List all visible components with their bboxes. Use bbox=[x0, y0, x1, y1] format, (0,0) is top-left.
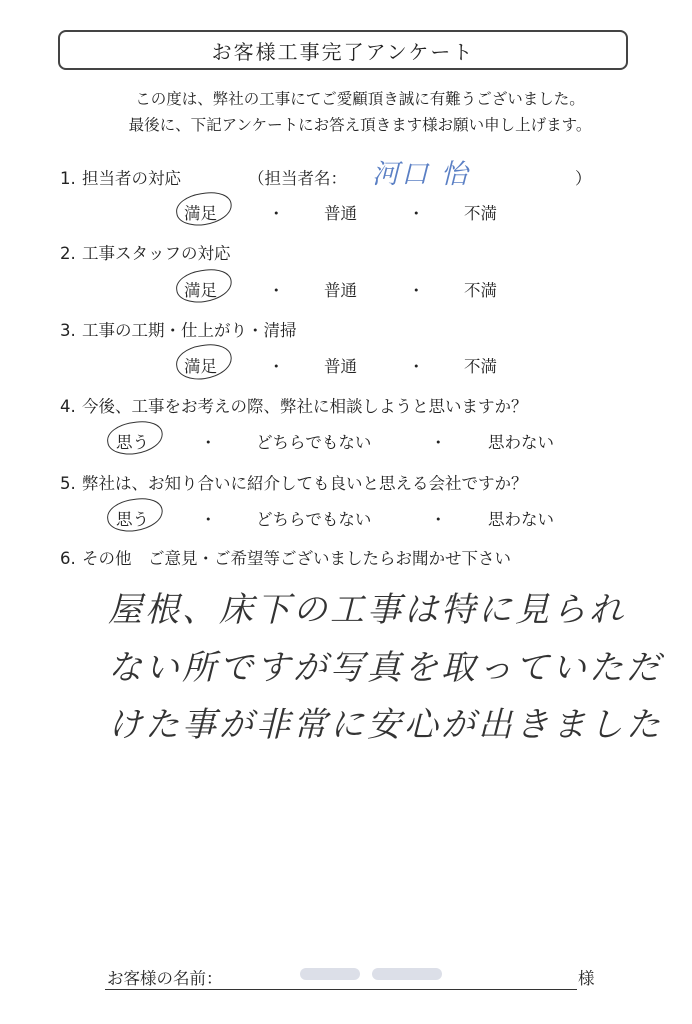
comment-line: ない所ですが写真を取っていただ bbox=[108, 648, 663, 688]
option-yes[interactable]: 思う bbox=[116, 510, 149, 529]
question-text: 担当者の対応 bbox=[82, 169, 181, 188]
separator: ・ bbox=[268, 281, 285, 300]
customer-name-line[interactable] bbox=[105, 989, 577, 990]
staff-name-handwritten: 河口 怡 bbox=[372, 159, 470, 190]
staff-name-close: ） bbox=[575, 169, 592, 188]
separator: ・ bbox=[200, 433, 217, 452]
question-number: 2. bbox=[60, 244, 76, 263]
option-dissatisfied[interactable]: 不満 bbox=[464, 281, 497, 300]
question-4 bbox=[60, 393, 528, 417]
comment-line: けた事が非常に安心が出きました bbox=[108, 705, 663, 745]
intro-line: この度は、弊社の工事にてご愛顧頂き誠に有難うございました。 bbox=[135, 90, 585, 108]
customer-name-label: お客様の名前： bbox=[107, 969, 223, 988]
separator: ・ bbox=[408, 357, 425, 376]
question-number: 3. bbox=[60, 321, 76, 340]
option-neither[interactable]: どちらでもない bbox=[256, 433, 372, 452]
option-dissatisfied[interactable]: 不満 bbox=[464, 357, 497, 376]
survey-title-text: お客様工事完了アンケート bbox=[211, 39, 475, 64]
question-text: 工事の工期・仕上がり・清掃 bbox=[82, 321, 297, 340]
comment-line: 屋根、床下の工事は特に見られ bbox=[108, 590, 626, 630]
option-no[interactable]: 思わない bbox=[488, 433, 554, 452]
separator: ・ bbox=[408, 281, 425, 300]
question-6 bbox=[60, 545, 511, 569]
question-5 bbox=[60, 470, 528, 494]
question-number: 5. bbox=[60, 474, 76, 493]
option-satisfied[interactable]: 満足 bbox=[184, 281, 217, 300]
separator: ・ bbox=[430, 510, 447, 529]
option-satisfied[interactable]: 満足 bbox=[184, 204, 217, 223]
staff-name-label: （担当者名： bbox=[248, 169, 347, 188]
redacted-name bbox=[372, 968, 442, 980]
option-dissatisfied[interactable]: 不満 bbox=[464, 204, 497, 223]
option-normal[interactable]: 普通 bbox=[324, 357, 357, 376]
question-3 bbox=[60, 317, 297, 341]
separator: ・ bbox=[268, 357, 285, 376]
question-number: 4. bbox=[60, 397, 76, 416]
question-1 bbox=[60, 165, 181, 189]
option-satisfied[interactable]: 満足 bbox=[184, 357, 217, 376]
intro-line: 最後に、下記アンケートにお答え頂きます様お願い申し上げます。 bbox=[128, 116, 592, 134]
option-no[interactable]: 思わない bbox=[488, 510, 554, 529]
option-neither[interactable]: どちらでもない bbox=[256, 510, 372, 529]
question-2 bbox=[60, 240, 231, 264]
separator: ・ bbox=[408, 204, 425, 223]
question-text: 弊社は、お知り合いに紹介しても良いと思える会社ですか？ bbox=[82, 474, 528, 493]
separator: ・ bbox=[430, 433, 447, 452]
option-yes[interactable]: 思う bbox=[116, 433, 149, 452]
question-number: 6. bbox=[60, 549, 76, 568]
separator: ・ bbox=[268, 204, 285, 223]
separator: ・ bbox=[200, 510, 217, 529]
question-text: 今後、工事をお考えの際、弊社に相談しようと思いますか？ bbox=[82, 397, 528, 416]
customer-name-suffix: 様 bbox=[578, 969, 595, 988]
survey-title bbox=[58, 30, 628, 70]
question-number: 1. bbox=[60, 169, 76, 188]
option-normal[interactable]: 普通 bbox=[324, 281, 357, 300]
option-normal[interactable]: 普通 bbox=[324, 204, 357, 223]
redacted-name bbox=[300, 968, 360, 980]
question-text: その他 ご意見・ご希望等ございましたらお聞かせ下さい bbox=[82, 549, 511, 568]
question-text: 工事スタッフの対応 bbox=[82, 244, 231, 263]
